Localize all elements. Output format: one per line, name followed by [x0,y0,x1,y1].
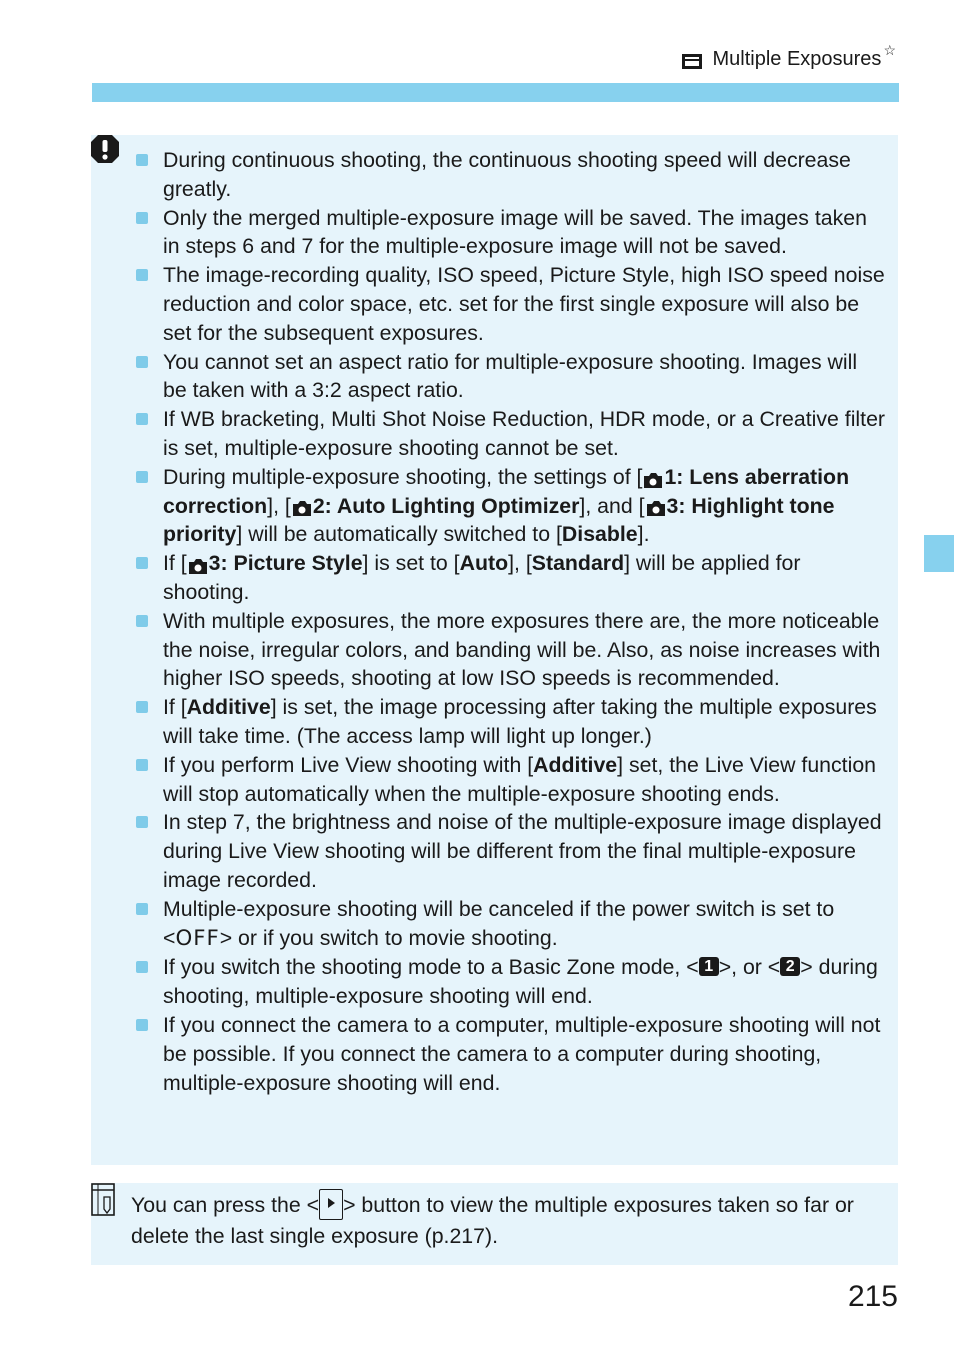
bullet-icon [136,816,148,828]
list-item: If you switch the shooting mode to a Basic Zone mode, < 1 >, or < 2 > during shooting, multiple-exposure shooting will end. [136,953,886,1011]
shooting-menu-icon [291,496,313,513]
list-item: In step 7, the brightness and noise of the multiple-exposure image displayed during Live View shooting will be different from the final multiple-exposure image recorded. [136,808,886,894]
bullet-icon [136,1019,148,1031]
off-symbol: OFF [175,925,220,951]
page-header [682,42,896,71]
bullet-icon [136,615,148,627]
list-item: If you perform Live View shooting with [Additive] set, the Live View function will stop automatically when the multiple-exposure shooting ends. [136,751,886,809]
list-item: If [ 3: Picture Style] is set to [Auto], [Standard] will be applied for shooting. [136,549,886,607]
bullet-icon [136,903,148,915]
list-item: Only the merged multiple-exposure image will be saved. The images taken in steps 6 and 7 for the multiple-exposure image will not be saved. [136,204,886,262]
custom-mode-c2-icon: 2 [780,957,800,976]
chapter-tab [924,535,954,572]
list-item: You cannot set an aspect ratio for multiple-exposure shooting. Images will be taken with a 3:2 aspect ratio. [136,348,886,406]
bullet-icon [136,269,148,281]
custom-mode-c1-icon: 1 [699,957,719,976]
star-mark: ☆ [883,42,896,58]
bullet-icon [136,212,148,224]
bullet-icon [136,759,148,771]
bullet-icon [136,413,148,425]
bullet-icon [136,701,148,713]
note-panel [91,1183,898,1265]
bullet-icon [136,961,148,973]
list-item: If WB bracketing, Multi Shot Noise Reduction, HDR mode, or a Creative filter is set, multiple-exposure shooting cannot be set. [136,405,886,463]
header-bar [92,83,899,102]
list-item: If you connect the camera to a computer, multiple-exposure shooting will not be possible. If you connect the camera to a computer during shooting, multiple-exposure shooting will end. [136,1011,886,1097]
shooting-menu-icon [187,554,209,571]
bullet-icon [136,154,148,166]
caution-panel [91,135,898,1165]
list-item: The image-recording quality, ISO speed, Picture Style, high ISO speed noise reduction and color space, etc. set for the first single exposure will also be set for the subsequent exposures. [136,261,886,347]
bullet-icon [136,557,148,569]
bullet-icon [136,356,148,368]
memo-icon [91,1183,117,1219]
multiple-exposure-icon [682,52,702,67]
list-item: During continuous shooting, the continuous shooting speed will decrease greatly. [136,146,886,204]
list-item: With multiple exposures, the more exposures there are, the more noticeable the noise, irregular colors, and banding will be. Also, as noise increases with higher ISO speeds, shooting at low ISO speeds is recommended. [136,607,886,693]
header-title: Multiple Exposures [712,48,882,70]
shooting-menu-icon [642,468,664,485]
page-number: 215 [847,1280,898,1313]
caution-list [136,146,886,1097]
playback-icon [319,1189,343,1220]
note-text: You can press the < > button to view the multiple exposures taken so far or delete the last single exposure (p.217). [131,1191,891,1251]
list-item: During multiple-exposure shooting, the settings of [ 1: Lens aberration correction], [ 2: Auto Lighting Optimizer], and [ 3: Highlight tone priority] will be automatically switched to [Disable]. [136,463,886,549]
list-item: If [Additive] is set, the image processing after taking the multiple exposures will take time. (The access lamp will light up longer.) [136,693,886,751]
list-item: Multiple-exposure shooting will be canceled if the power switch is set to <OFF> or if you switch to movie shooting. [136,895,886,954]
caution-icon [91,135,119,163]
bullet-icon [136,471,148,483]
shooting-menu-icon [645,496,667,513]
